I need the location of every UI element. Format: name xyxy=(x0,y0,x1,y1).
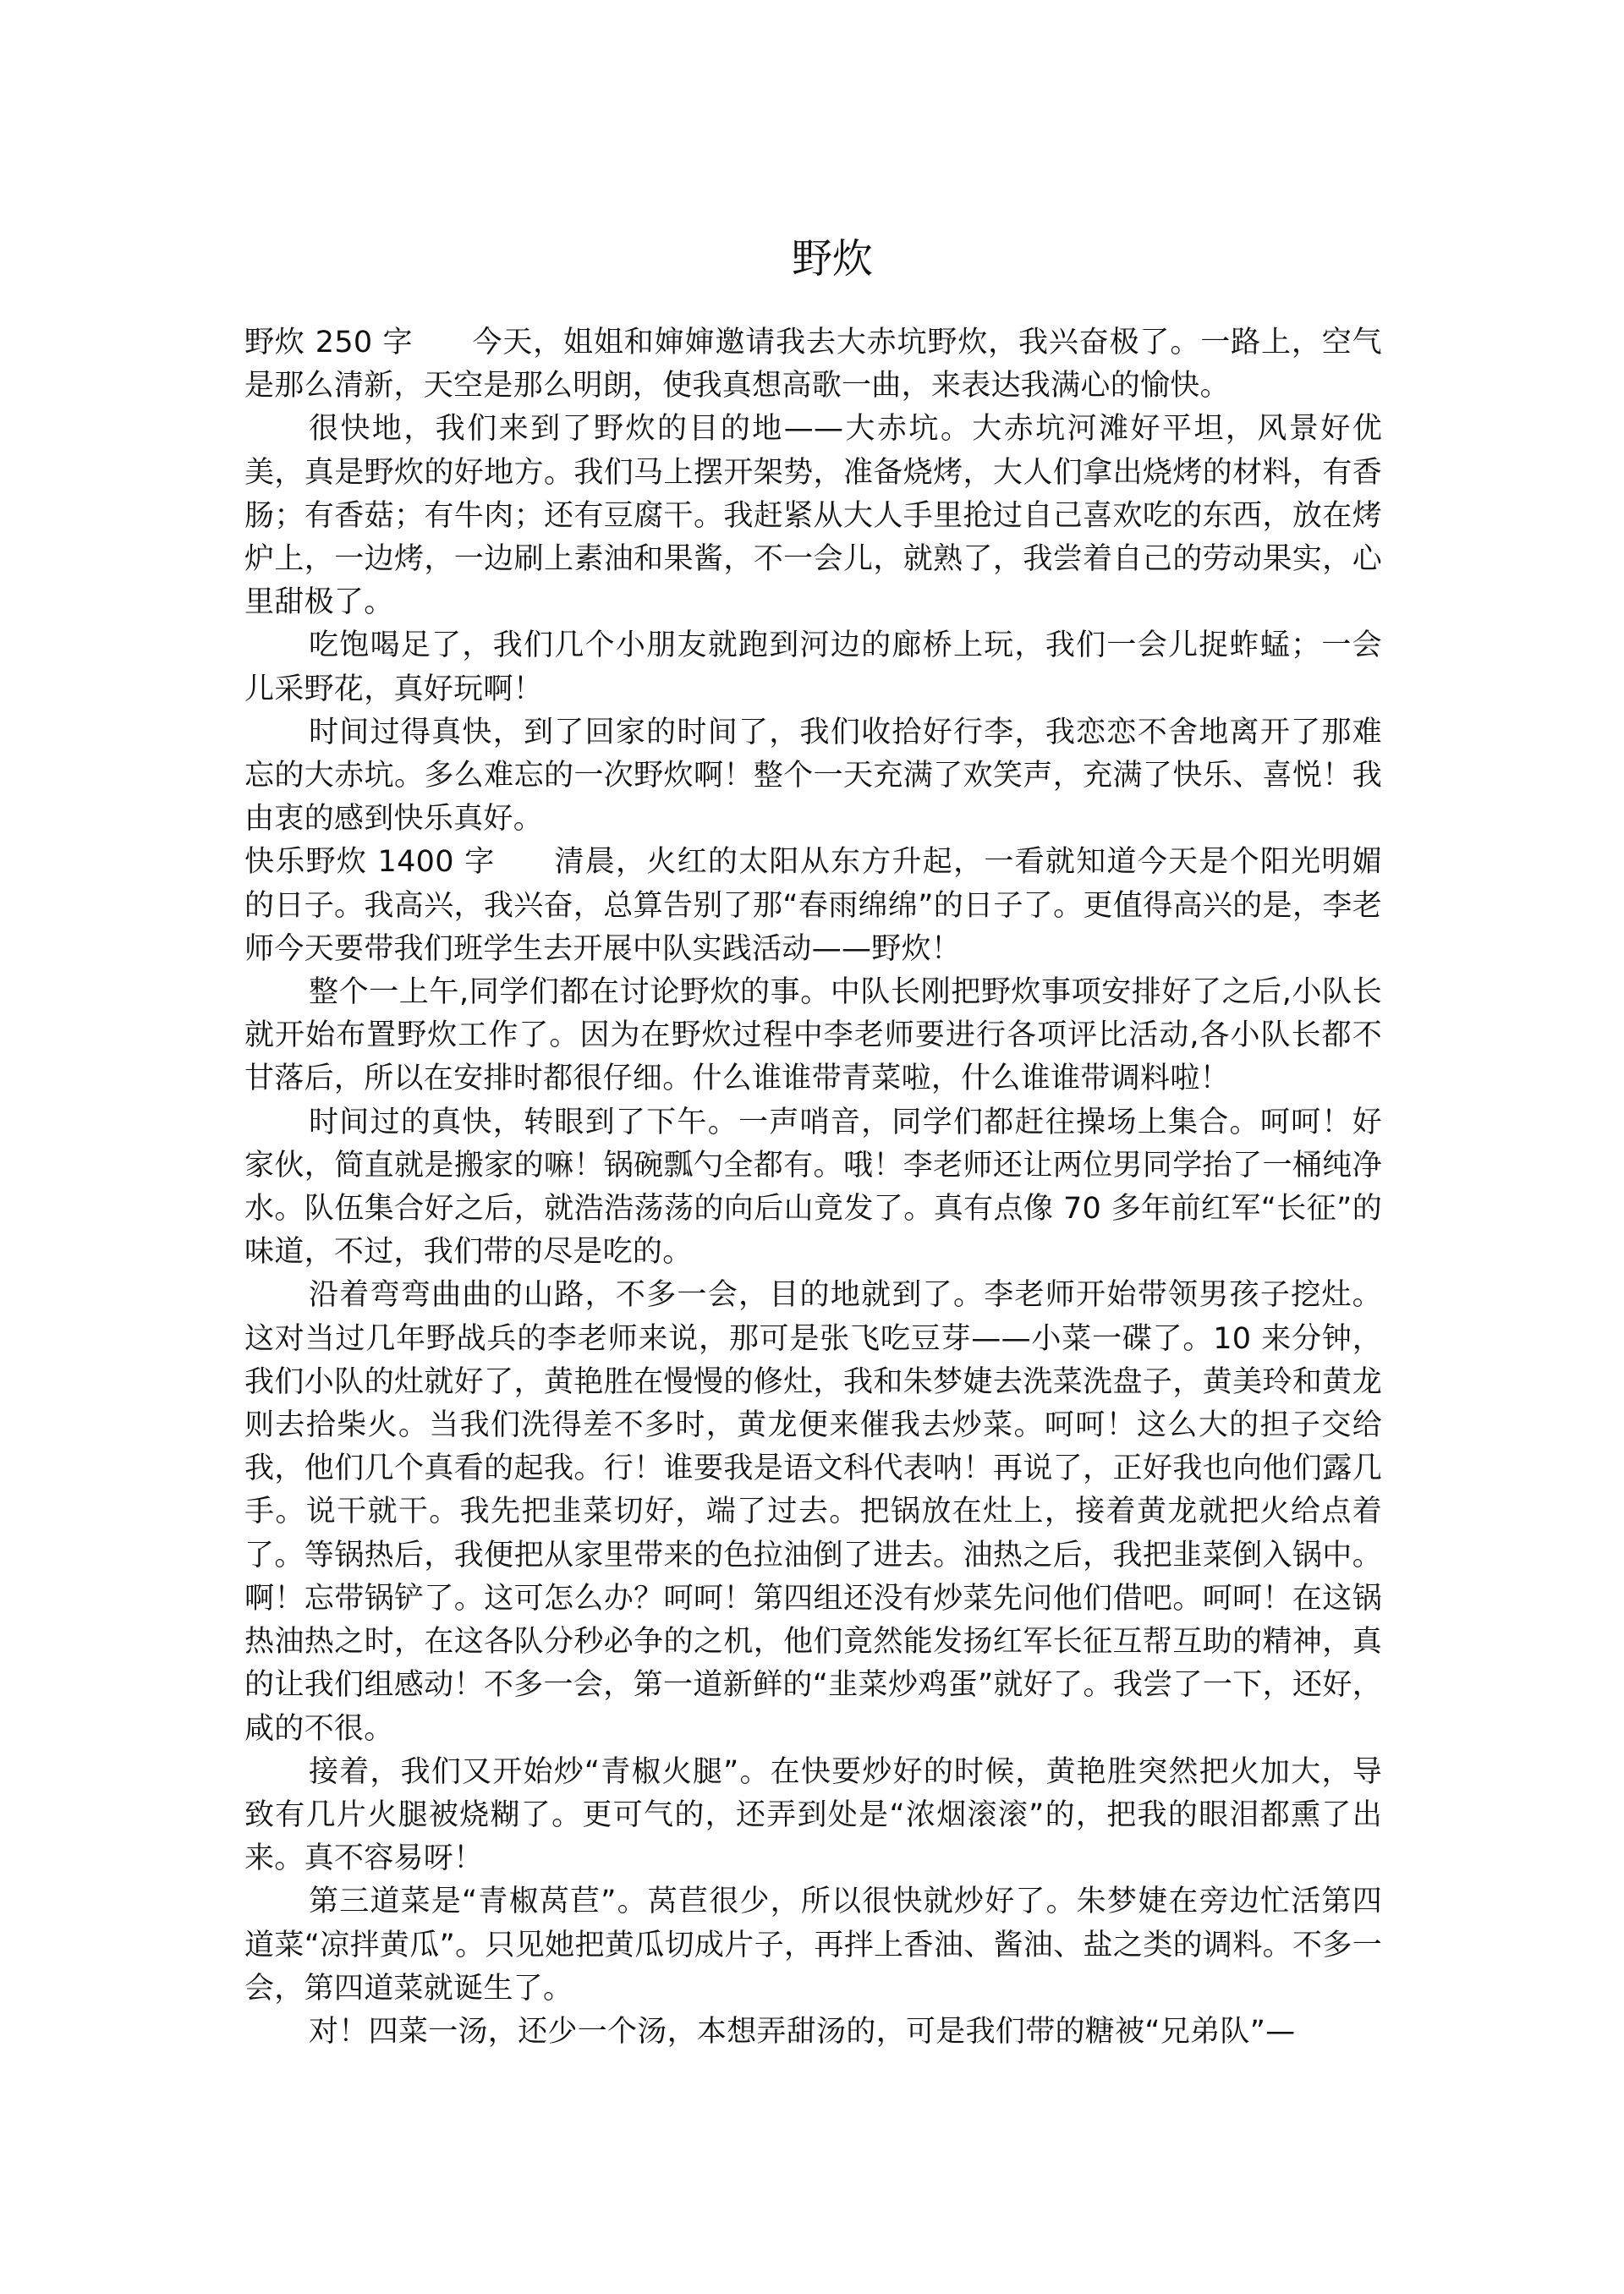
paragraph-11: 对！四菜一汤，还少一个汤，本想弄甜汤的，可是我们带的糖被“兄弟队”— xyxy=(309,2014,1296,2049)
paragraph-text: 清晨，火红的太阳从东方升起，一看就知道今天是个阳光明媚的日子。我高兴，我兴奋，总算告别了那“春雨绵绵”的日子了。更值得高兴的是，李老师今天要带我们班学生去开展中队实践活动——野炊！ xyxy=(244,845,1382,966)
paragraph-1 xyxy=(244,321,1382,408)
paragraph-10: 第三道菜是“青椒莴苣”。莴苣很少，所以很快就炒好了。朱梦婕在旁边忙活第四道菜“凉拌黄瓜”。只见她把黄瓜切成片子，再拌上香油、酱油、盐之类的调料。不多一会，第四道菜就诞生了。 xyxy=(244,1885,1382,2006)
paragraph-9: 接着，我们又开始炒“青椒火腿”。在快要炒好的时候，黄艳胜突然把火加大，导致有几片火腿被烧糊了。更可气的，还弄到处是“浓烟滚滚”的，把我的眼泪都熏了出来。真不容易呀！ xyxy=(244,1754,1382,1876)
page-title: 野炊 xyxy=(791,235,873,283)
section-heading-1: 野炊 250 字 xyxy=(244,326,414,359)
paragraph-2: 很快地，我们来到了野炊的目的地——大赤坑。大赤坑河滩好平坦，风景好优美，真是野炊的好地方。我们马上摆开架势，准备烧烤，大人们拿出烧烤的材料，有香肠；有香菇；有牛肉；还有豆腐干。我赶紧从大人手里抢过自己喜欢吃的东西，放在烤炉上，一边烤，一边刷上素油和果酱，不一会儿，就熟了，我尝着自己的劳动果实，心里甜极了。 xyxy=(244,412,1382,620)
document-page xyxy=(244,0,1382,2294)
paragraph-6: 整个一上午,同学们都在讨论野炊的事。中队长刚把野炊事项安排好了之后,小队长就开始布置野炊工作了。因为在野炊过程中李老师要进行各项评比活动,各小队长都不甘落后，所以在安排时都很仔细。什么谁谁带青菜啦，什么谁谁带调料啦！ xyxy=(244,975,1382,1096)
paragraph-8: 沿着弯弯曲曲的山路，不多一会，目的地就到了。李老师开始带领男孩子挖灶。这对当过几年野战兵的李老师来说，那可是张飞吃豆芽——小菜一碟了。10 来分钟，我们小队的灶就好了，黄艳胜在慢慢的修灶，我和朱梦婕去洗菜洗盘子，黄美玲和黄龙则去拾柴火。当我们洗得差不多时，黄龙便来催我去炒菜。呵呵！这么大的担子交给我，他们几个真看的起我。行！谁要我是语文科代表呐！再说了，正好我也向他们露几手。说干就干。我先把韭菜切好，端了过去。把锅放在灶上，接着黄龙就把火给点着了。等锅热后，我便把从家里带来的色拉油倒了进去。油热之后，我把韭菜倒入锅中。啊！忘带锅铲了。这可怎么办？呵呵！第四组还没有炒菜先问他们借吧。呵呵！在这锅热油热之时，在这各队分秒必争的之机，他们竟然能发扬红军长征互帮互助的精神，真的让我们组感动！不多一会，第一道新鲜的“韭菜炒鸡蛋”就好了。我尝了一下，还好，咸的不很。 xyxy=(244,1278,1382,1746)
section-heading-2: 快乐野炊 1400 字 xyxy=(244,845,496,880)
paragraph-text: 今天，姐姐和婶婶邀请我去大赤坑野炊，我兴奋极了。一路上，空气是那么清新，天空是那么明朗，使我真想高歌一曲，来表达我满心的愉快。 xyxy=(244,326,1382,403)
paragraph-3: 吃饱喝足了，我们几个小朋友就跑到河边的廊桥上玩，我们一会儿捉蚱蜢；一会儿采野花，真好玩啊！ xyxy=(244,628,1382,706)
article-body xyxy=(244,321,1382,2054)
paragraph-4: 时间过得真快，到了回家的时间了，我们收拾好行李，我恋恋不舍地离开了那难忘的大赤坑。多么难忘的一次野炊啊！整个一天充满了欢笑声，充满了快乐、喜悦！我由衷的感到快乐真好。 xyxy=(244,715,1382,837)
paragraph-5 xyxy=(244,841,1382,971)
paragraph-7: 时间过的真快，转眼到了下午。一声哨音，同学们都赶往操场上集合。呵呵！好家伙，简直就是搬家的嘛！锅碗瓢勺全都有。哦！李老师还让两位男同学抬了一桶纯净水。队伍集合好之后，就浩浩荡荡的向后山竟发了。真有点像 70 多年前红军“长征”的味道，不过，我们带的尽是吃的。 xyxy=(244,1105,1382,1270)
